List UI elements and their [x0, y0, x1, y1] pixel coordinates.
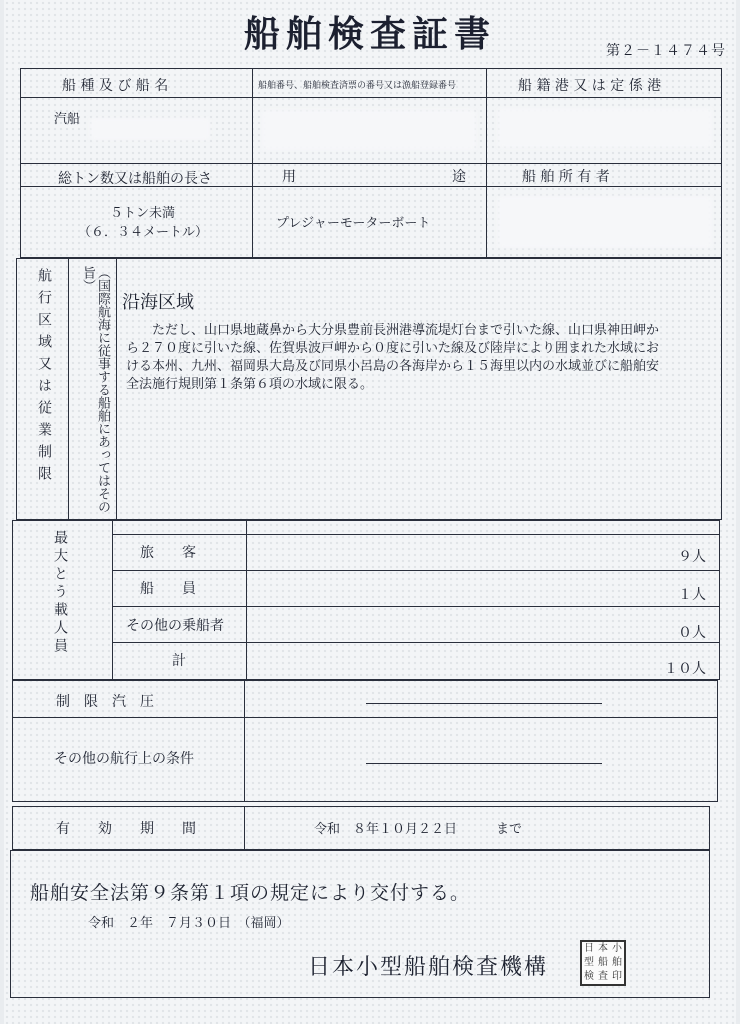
validity-value: 令和 ８年１０月２２日 まで: [314, 822, 523, 837]
ship-type-value: 汽船: [54, 112, 81, 127]
use-value: プレジャーモーターボート: [276, 216, 431, 231]
divider: [20, 163, 722, 164]
redacted-port: [498, 108, 712, 148]
official-seal-icon: 日 本 小 型 船 舶 検 査 印: [580, 940, 626, 986]
use-label-right: 途: [452, 169, 466, 185]
divider: [12, 717, 718, 718]
capacity-row-value: １０人: [664, 661, 706, 677]
navigation-label: 航行区域又は従業制限: [36, 268, 52, 488]
issue-date: 令和 ２年 ７月３０日 （福岡）: [88, 916, 290, 931]
redacted-owner: [498, 196, 712, 248]
navigation-note: （国際航海に従事する船舶にあってはその旨）: [80, 266, 110, 513]
divider: [112, 642, 720, 643]
document-title: 船舶検査証書: [243, 13, 496, 55]
pressure-label: 制 限 汽 圧: [56, 694, 154, 710]
divider: [246, 520, 247, 680]
redacted-ship-number: [262, 110, 476, 150]
pressure-blank-line: [366, 703, 602, 704]
use-label-left: 用: [282, 169, 296, 185]
divider: [112, 606, 720, 607]
capacity-frame: [12, 520, 720, 680]
divider: [20, 97, 722, 98]
divider: [116, 258, 117, 520]
divider: [112, 534, 720, 535]
capacity-row-label: 船 員: [140, 581, 196, 597]
capacity-row-label: その他の乗船者: [126, 618, 224, 634]
capacity-row-value: ０人: [678, 625, 706, 641]
capacity-row-value: １人: [678, 587, 706, 603]
issuing-organization: 日本小型船舶検査機構: [308, 955, 549, 980]
certificate-number: 第２－１４７４号: [606, 43, 726, 59]
conditions-blank-line: [366, 763, 602, 764]
divider: [252, 68, 253, 258]
length-value: （６．３４メートル）: [78, 225, 209, 240]
port-label: 船 籍 港 又 は 定 係 港: [518, 78, 662, 94]
other-conditions-label: その他の航行上の条件: [54, 751, 194, 767]
ship-number-label: 船舶番号、船舶検査済票の番号又は漁船登録番号: [258, 81, 457, 91]
divider: [112, 520, 113, 680]
capacity-label: 最大とう載人員: [52, 530, 68, 656]
capacity-row-label: 旅 客: [140, 545, 196, 561]
tonnage-value: ５トン未満: [110, 206, 176, 221]
redacted-ship-name: [90, 118, 210, 140]
capacity-row-label: 計: [172, 653, 186, 669]
tonnage-label: 総トン数又は船舶の長さ: [58, 171, 212, 187]
divider: [244, 680, 245, 802]
divider: [244, 806, 245, 850]
divider: [112, 570, 720, 571]
owner-label: 船 舶 所 有 者: [522, 169, 610, 185]
ship-type-name-label: 船 種 及 び 船 名: [62, 78, 169, 94]
divider: [486, 68, 487, 258]
divider: [68, 258, 69, 520]
legal-statement: 船舶安全法第９条第１項の規定により交付する。: [30, 882, 471, 904]
validity-label: 有 効 期 間: [56, 821, 196, 837]
navigation-area-text: ただし、山口県地蔵鼻から大分県豊前長洲港導流堤灯台まで引いた線、山口県神田岬から２７０度に引いた線、佐賀県波戸岬から０度に引いた線及び陸岸により囲まれた水域における本州、九州、福岡県大島及び同県小呂島の各海岸から１５海里以内の水域並びに船舶安全法施行規則第１条第６項の水域に限る。: [126, 323, 660, 392]
navigation-area-title: 沿海区域: [122, 292, 194, 313]
capacity-row-value: ９人: [678, 549, 706, 565]
